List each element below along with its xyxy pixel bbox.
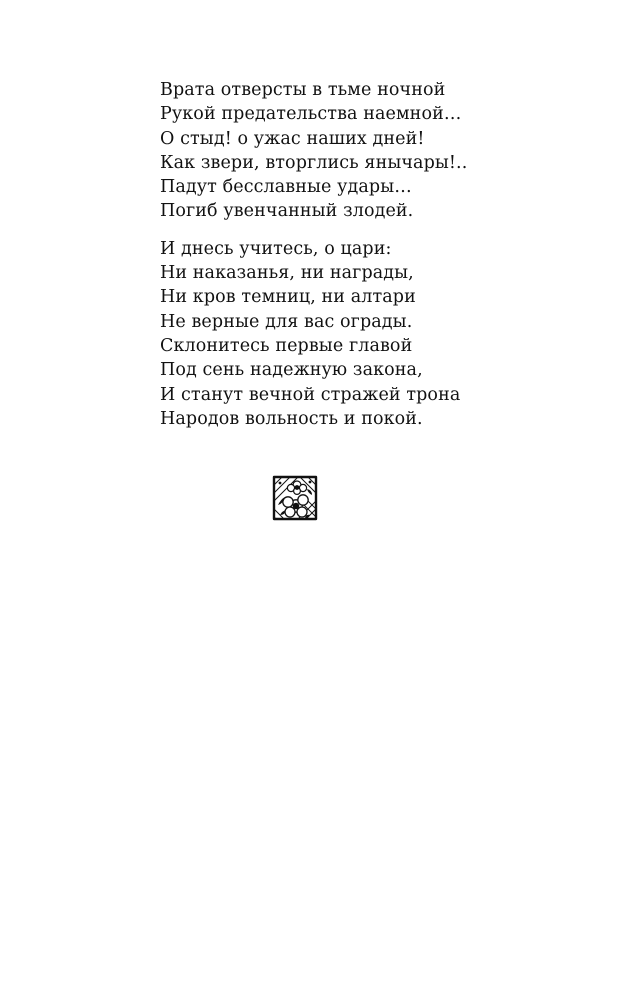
- poem-line: Рукой предательства наемной…: [160, 104, 462, 125]
- poem-line: О стыд! о ужас наших дней!: [160, 128, 425, 149]
- poem: [160, 78, 600, 431]
- poem-line: Ни наказанья, ни награды,: [160, 263, 414, 284]
- poem-line: Как звери, вторглись янычары!..: [160, 152, 468, 173]
- poem-line: Склонитесь первые главой: [160, 335, 413, 356]
- poem-line: Народов вольность и покой.: [160, 408, 423, 429]
- stanza-1: [160, 78, 600, 224]
- floral-vignette-icon: [272, 475, 318, 521]
- poem-line: Врата отверсты в тьме ночной: [160, 80, 446, 100]
- poem-line: Погиб увенчанный злодей.: [160, 201, 414, 222]
- poem-line: Не верные для вас ограды.: [160, 311, 413, 332]
- poem-line: Ни кров темниц, ни алтари: [160, 287, 416, 308]
- poem-line: Падут бесславные удары…: [160, 177, 412, 198]
- poem-line: И днесь учитесь, о цари:: [160, 238, 392, 259]
- stanza-2: [160, 237, 600, 431]
- poem-line: Под сень надежную закона,: [160, 360, 423, 381]
- poem-line: И станут вечной стражей трона: [160, 384, 461, 405]
